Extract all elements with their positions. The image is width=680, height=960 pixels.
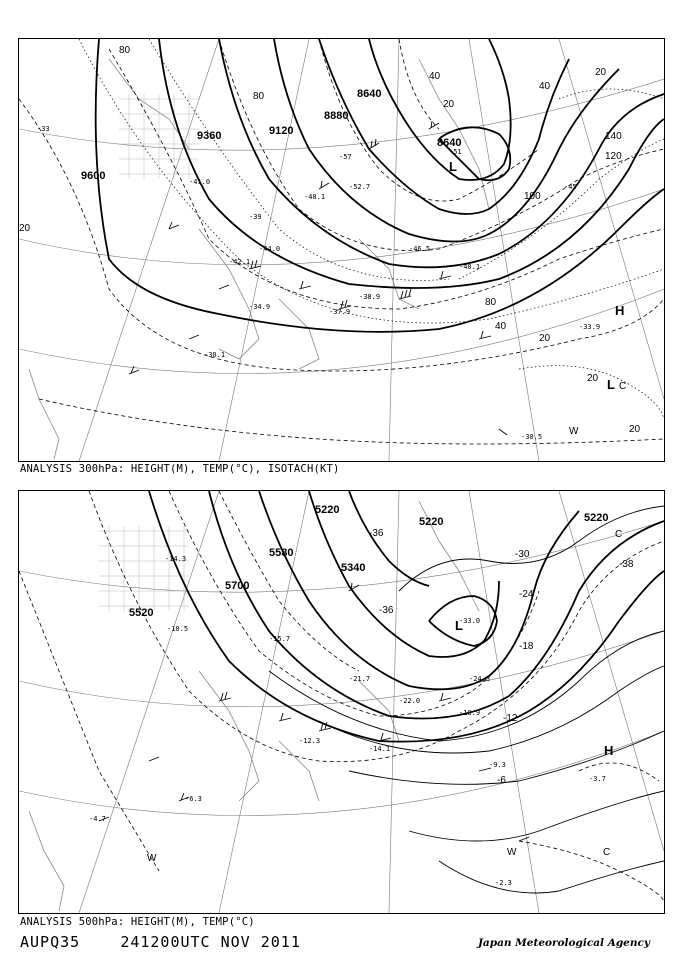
temp-label: -10.5: [167, 625, 189, 633]
isotach-label: 80: [485, 297, 497, 308]
high-pressure-symbol: H: [604, 743, 614, 758]
height-label: 9600: [81, 170, 106, 182]
temp-label: -30.1: [204, 351, 226, 359]
temp-label: -39: [249, 213, 262, 221]
agency-name: Japan Meteorological Agency: [477, 937, 650, 949]
height-label: 8640: [437, 137, 462, 149]
map-500hpa-svg: [19, 491, 664, 913]
temp-label: -40.1: [459, 263, 481, 271]
cold-core-symbol: C: [615, 529, 623, 540]
coastlines: [29, 59, 489, 459]
temp-label: -57: [339, 153, 352, 161]
temp-contour-label: -36: [369, 528, 384, 539]
temp-label: -12.3: [299, 737, 321, 745]
temp-label: -30.5: [521, 433, 543, 441]
temp-contours: [269, 506, 664, 893]
chart-datetime: 241200UTC NOV 2011: [120, 933, 301, 951]
temp-label: -48.1: [304, 193, 326, 201]
terrain-hatch: [99, 526, 189, 611]
temp-label: -24.3: [469, 675, 491, 683]
temp-contour-label: -6: [497, 775, 506, 786]
temp-label: -41.0: [189, 178, 211, 186]
temp-contour-label: -18: [519, 641, 534, 652]
temp-label: -52.7: [349, 183, 371, 191]
height-label: 5220: [315, 504, 340, 516]
isotach-label: 20: [539, 333, 551, 344]
height-label: 8640: [357, 88, 382, 100]
isotach-label: 40: [429, 71, 441, 82]
temp-label: -2.3: [495, 879, 512, 887]
temp-label: -34.9: [249, 303, 271, 311]
chart-id-and-datetime: [20, 933, 301, 951]
temp-contour-label: -36: [379, 605, 394, 616]
warm-core-symbol: W: [147, 853, 157, 864]
height-label: 5580: [269, 547, 294, 559]
isotach-label: 80: [119, 45, 131, 56]
low-pressure-symbol: L: [449, 159, 457, 174]
isotach-label: 40: [495, 321, 507, 332]
height-label: 5700: [225, 580, 250, 592]
temp-label: -38.9: [359, 293, 381, 301]
map-300hpa-svg: [19, 39, 664, 461]
isotach-label: 80: [253, 91, 265, 102]
isotach-label: 20: [595, 67, 607, 78]
chart-code: AUPQ35: [20, 933, 81, 951]
temp-label: -9.3: [489, 761, 506, 769]
cold-core-symbol: C: [619, 381, 627, 392]
height-contours: [96, 39, 664, 332]
isotach-label: 100: [524, 191, 541, 202]
temp-label: -6.3: [185, 795, 202, 803]
temp-label: -33: [37, 125, 50, 133]
cold-core-symbol: C: [603, 847, 611, 858]
isotherms: [19, 491, 664, 901]
low-pressure-symbol: L: [455, 618, 463, 633]
temp-label: -3.7: [589, 775, 606, 783]
height-label: 5340: [341, 562, 366, 574]
isotach-label: 20: [443, 99, 455, 110]
temp-contour-label: -30: [515, 549, 530, 560]
height-label: 5220: [419, 516, 444, 528]
temp-label: -15.7: [269, 635, 291, 643]
map-panel-300hpa: [18, 38, 665, 462]
panel-caption-500hpa: ANALYSIS 500hPa: HEIGHT(M), TEMP(°C): [20, 916, 255, 928]
temp-label: -33.9: [579, 323, 601, 331]
height-label: 9360: [197, 130, 222, 142]
temp-label: -14.1: [369, 745, 391, 753]
height-label: 5520: [129, 607, 154, 619]
temp-label: -37.9: [329, 308, 351, 316]
temp-contour-label: -12: [503, 713, 518, 724]
isotach-label: 120: [605, 151, 622, 162]
graticule: [19, 39, 664, 461]
isotach-label: 20: [629, 424, 641, 435]
temp-contour-label: -24: [519, 589, 534, 600]
temp-label: -4.7: [89, 815, 106, 823]
temp-label: -33.0: [459, 617, 481, 625]
low-pressure-symbol: L: [607, 377, 615, 392]
temp-contour-label: -38: [619, 559, 634, 570]
high-pressure-symbol: H: [615, 303, 625, 318]
temp-label: -51: [449, 148, 462, 156]
temp-label: -18.9: [459, 709, 481, 717]
isotach-label: 40: [539, 81, 551, 92]
temp-label: -14.3: [165, 555, 187, 563]
height-label: 5220: [584, 512, 609, 524]
temp-label: -22.0: [399, 697, 421, 705]
temp-label: -42.1: [229, 258, 251, 266]
isotach-label: 140: [605, 131, 622, 142]
height-label: 9120: [269, 125, 294, 137]
isotach-label: 20: [587, 373, 599, 384]
temp-label: -21.7: [349, 675, 371, 683]
warm-core-symbol: W: [569, 426, 579, 437]
map-panel-500hpa: [18, 490, 665, 914]
panel-caption-300hpa: ANALYSIS 300hPa: HEIGHT(M), TEMP(°C), ISOTACH(KT): [20, 463, 340, 475]
temp-label: -46.5: [409, 245, 431, 253]
coastlines: [29, 501, 479, 911]
height-label: 8880: [324, 110, 349, 122]
temp-label: -44.0: [259, 245, 281, 253]
graticule: [19, 491, 664, 913]
temp-label: -45: [564, 183, 577, 191]
isotach-label: 20: [19, 223, 31, 234]
warm-core-symbol: W: [507, 847, 517, 858]
